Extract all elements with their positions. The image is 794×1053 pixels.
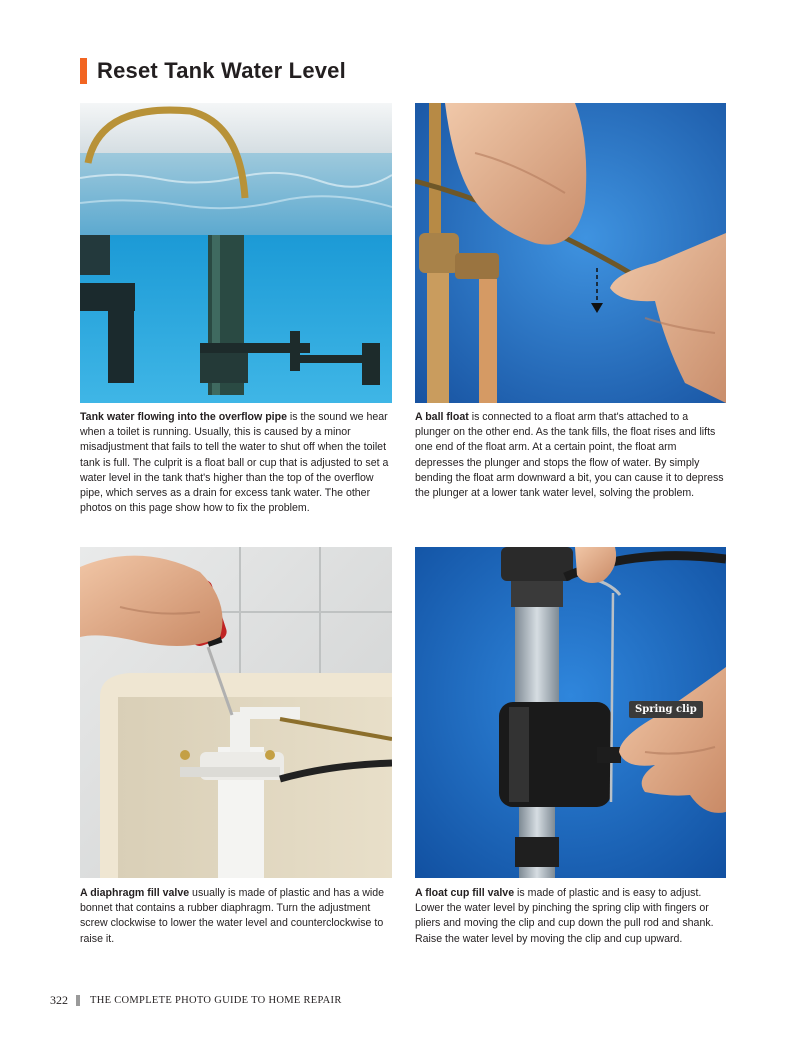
- photo-overflow-pipe: [80, 103, 392, 403]
- photo-float-cup-fill-valve: [415, 547, 726, 878]
- caption-body: is connected to a float arm that's attached to a plunger on the other end. As the tank fills, the float rises and lifts one end of the float arm. At a certain point, the float arm depresses the plunger and stops the flow of water. By simply bending the float arm downward a bit, you can cause it to depress the plunger at a lower tank water level, solving the problem.: [415, 411, 724, 500]
- caption-body: usually is made of plastic and has a wide bonnet that contains a rubber diaphragm. Turn the adjustment screw clockwise to lower the water level and counterclockwise to raise it.: [80, 887, 385, 945]
- spring-clip-label: Spring clip: [629, 701, 703, 718]
- photo-diaphragm-fill-valve: [80, 547, 392, 878]
- book-title: THE COMPLETE PHOTO GUIDE TO HOME REPAIR: [90, 995, 342, 1006]
- footer-separator: [76, 995, 80, 1006]
- page-title: Reset Tank Water Level: [97, 58, 346, 83]
- photo-ball-float-arm: [415, 103, 726, 403]
- caption-body: is made of plastic and is easy to adjust. Lower the water level by pinching the spring clip with fingers or pliers and moving the clip and cup down the pull rod and shank. Raise the water level by moving the clip and cup upward.: [415, 887, 714, 945]
- caption-lead: A float cup fill valve: [415, 887, 515, 899]
- caption-ball-float: [415, 410, 726, 501]
- caption-float-cup-fill-valve: [415, 886, 726, 947]
- title-accent-bar: [80, 58, 87, 84]
- section-header: [80, 57, 346, 85]
- caption-lead: A ball float: [415, 411, 469, 423]
- caption-lead: A diaphragm fill valve: [80, 887, 190, 899]
- caption-body: is the sound we hear when a toilet is running. Usually, this is caused by a minor misadjustment that fails to tell the water to shut off when the toilet tank is full. The culprit is a float ball or cup that is adjusted to set a water level in the tank that's higher than the top of the overflow pipe, which serves as a drain for excess tank water. The other photos on this page show how to fix the problem.: [80, 411, 389, 515]
- page-footer: [50, 993, 342, 1008]
- caption-diaphragm-fill-valve: [80, 886, 392, 947]
- caption-overflow-pipe: [80, 410, 392, 516]
- caption-lead: Tank water flowing into the overflow pipe: [80, 411, 287, 423]
- page-number: 322: [50, 993, 68, 1007]
